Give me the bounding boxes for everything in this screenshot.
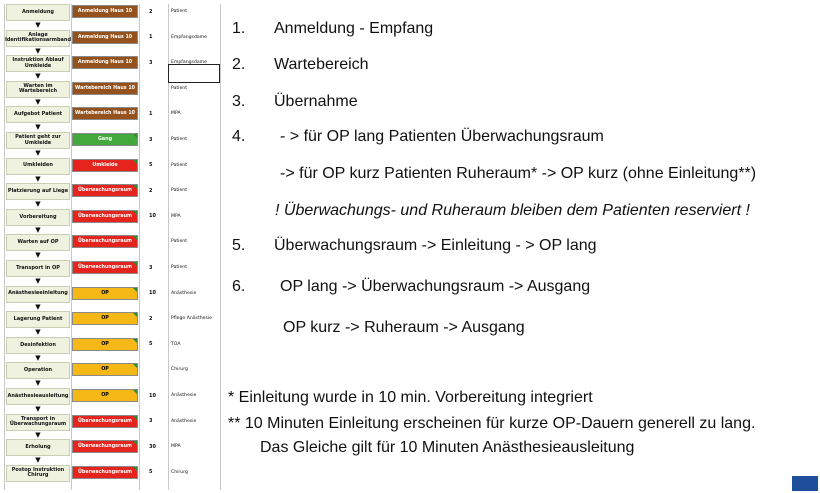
- note-ausgang-kurz: OP kurz -> Ruheraum -> Ausgang: [283, 319, 525, 336]
- note-anmeldung: Anmeldung - Empfang: [274, 20, 434, 37]
- note-einleitung: Überwachungsraum -> Einleitung - > OP lang: [274, 237, 597, 254]
- down-arrow-icon: ▼: [35, 123, 41, 132]
- process-minutes: 10: [149, 290, 156, 297]
- down-arrow-icon: ▼: [35, 21, 41, 29]
- process-step: Desinfektion: [6, 337, 70, 354]
- process-minutes: 3: [149, 418, 153, 425]
- process-step: Anästhesieeinleitung: [6, 286, 70, 303]
- note-number: 1.: [232, 20, 246, 37]
- process-role: Pflege Anästhesie: [171, 316, 212, 322]
- process-minutes: 1: [149, 34, 153, 41]
- process-location: Überwachungsraum: [72, 235, 138, 248]
- process-location: Wartebereich Haus 10: [72, 82, 138, 95]
- process-location: Überwachungsraum: [72, 184, 138, 197]
- process-role: Patient: [171, 137, 187, 142]
- process-minutes: 3: [149, 264, 153, 271]
- process-location: Anmeldung Haus 10: [72, 31, 138, 44]
- process-role: Anästhesie: [171, 393, 197, 398]
- note-number: 4.: [232, 128, 246, 145]
- footnote-2: ** 10 Minuten Einleitung erscheinen für kurze OP-Dauern generell zu lang.: [228, 415, 756, 432]
- note-number: 6.: [232, 278, 246, 295]
- down-arrow-icon: ▼: [35, 174, 41, 183]
- process-minutes: 3: [149, 136, 153, 143]
- process-step: Anmeldung: [6, 4, 70, 21]
- process-step: Warten auf OP: [6, 234, 70, 251]
- note-op-kurz: -> für OP kurz Patienten Ruheraum* -> OP kurz (ohne Einleitung**): [280, 165, 757, 182]
- process-role: Patient: [171, 162, 187, 168]
- process-minutes: [140, 363, 168, 376]
- process-table: [4, 4, 222, 490]
- corner-square: [792, 476, 818, 491]
- process-step: Aufgebot Patient: [6, 106, 70, 123]
- process-minutes: 5: [149, 469, 153, 476]
- down-arrow-icon: ▼: [35, 302, 41, 311]
- process-role: Anästhesie: [171, 418, 197, 424]
- grid-line: [220, 4, 221, 490]
- grid-line: [4, 4, 5, 490]
- down-arrow-icon: ▼: [35, 149, 41, 157]
- process-role: Chirurg: [171, 469, 188, 475]
- process-role: TOA: [171, 341, 181, 347]
- down-arrow-icon: ▼: [35, 225, 41, 234]
- note-uebernahme: Übernahme: [274, 93, 358, 110]
- down-arrow-icon: ▼: [35, 97, 41, 106]
- process-role: Chirurg: [171, 367, 188, 373]
- process-step: Erholung: [6, 439, 70, 456]
- note-number: 5.: [232, 237, 246, 254]
- down-arrow-icon: ▼: [35, 379, 41, 388]
- process-minutes: 5: [149, 162, 153, 169]
- process-role: MPA: [171, 213, 181, 219]
- process-step: Warten im Wartebereich: [6, 81, 70, 98]
- process-location: OP: [72, 312, 138, 325]
- process-minutes: 1: [149, 110, 153, 117]
- process-location: Überwachungsraum: [72, 440, 138, 453]
- process-step: Lagerung Patient: [6, 311, 70, 328]
- down-arrow-icon: ▼: [35, 200, 41, 209]
- process-minutes: 2: [149, 187, 153, 194]
- process-role: Patient: [171, 188, 187, 194]
- process-step: Patient geht zur Umkleide: [6, 132, 70, 149]
- process-step: Anlage Identifikationsarmband: [6, 30, 70, 47]
- note-number: 3.: [232, 93, 246, 110]
- process-minutes: 10: [149, 392, 156, 399]
- process-role: Patient: [171, 9, 187, 14]
- process-role: Anästhesie: [171, 290, 197, 296]
- note-warning: ! Überwachungs- und Ruheraum bleiben dem Patienten reserviert !: [275, 202, 750, 219]
- selected-cell[interactable]: [168, 64, 220, 83]
- note-ausgang-lang: OP lang -> Überwachungsraum -> Ausgang: [280, 278, 591, 295]
- process-location: OP: [72, 287, 138, 300]
- process-minutes: [140, 82, 168, 95]
- process-role: MPA: [171, 444, 181, 450]
- process-step: Operation: [6, 362, 70, 379]
- down-arrow-icon: ▼: [35, 456, 41, 465]
- process-location: OP: [72, 338, 138, 351]
- process-step: Umkleiden: [6, 158, 70, 175]
- process-location: Gang: [72, 133, 138, 146]
- process-step: Platzierung auf Liege: [6, 183, 70, 200]
- process-step: Anästhesieausleitung: [6, 388, 70, 405]
- process-minutes: 30: [149, 443, 156, 450]
- down-arrow-icon: ▼: [35, 46, 41, 55]
- down-arrow-icon: ▼: [35, 328, 41, 337]
- process-location: Wartebereich Haus 10: [72, 107, 138, 120]
- process-location: Anmeldung Haus 10: [72, 56, 138, 69]
- process-step: Transport in OP: [6, 260, 70, 277]
- process-location: Umkleide: [72, 159, 138, 172]
- process-minutes: 10: [149, 213, 156, 220]
- down-arrow-icon: ▼: [35, 251, 41, 260]
- process-step: Instruktion Ablauf Umkleide: [6, 55, 70, 72]
- process-location: OP: [72, 363, 138, 376]
- process-role: Patient: [171, 265, 187, 270]
- process-location: Anmeldung Haus 10: [72, 5, 138, 18]
- process-role: Patient: [171, 239, 187, 245]
- process-location: OP: [72, 389, 138, 402]
- process-role: Patient: [171, 85, 187, 91]
- process-location: Überwachungsraum: [72, 466, 138, 479]
- process-role: Empfangsdame: [171, 34, 207, 40]
- process-role: Empfangsdame: [171, 60, 207, 66]
- down-arrow-icon: ▼: [35, 430, 41, 439]
- process-minutes: 3: [149, 59, 153, 66]
- footnote-1: * Einleitung wurde in 10 min. Vorbereitung integriert: [228, 389, 593, 406]
- note-number: 2.: [232, 56, 246, 73]
- down-arrow-icon: ▼: [35, 405, 41, 413]
- process-role: MPA: [171, 111, 181, 117]
- process-minutes: [140, 235, 168, 248]
- process-step: Postop Instruktion Chirurg: [6, 465, 70, 482]
- process-location: Überwachungsraum: [72, 261, 138, 274]
- footnote-3: Das Gleiche gilt für 10 Minuten Anästhesieausleitung: [260, 439, 635, 456]
- process-step: Vorbereitung: [6, 209, 70, 226]
- process-location: Überwachungsraum: [72, 415, 138, 428]
- process-step: Transport in Überwachungsraum: [6, 414, 70, 431]
- down-arrow-icon: ▼: [35, 72, 41, 81]
- note-op-lang: - > für OP lang Patienten Überwachungsraum: [280, 128, 604, 145]
- process-location: Überwachungsraum: [72, 210, 138, 223]
- process-minutes: 5: [149, 341, 153, 348]
- down-arrow-icon: ▼: [35, 277, 41, 285]
- down-arrow-icon: ▼: [35, 353, 41, 362]
- note-wartebereich: Wartebereich: [274, 56, 369, 73]
- process-minutes: 2: [149, 315, 153, 322]
- process-minutes: 2: [149, 8, 153, 15]
